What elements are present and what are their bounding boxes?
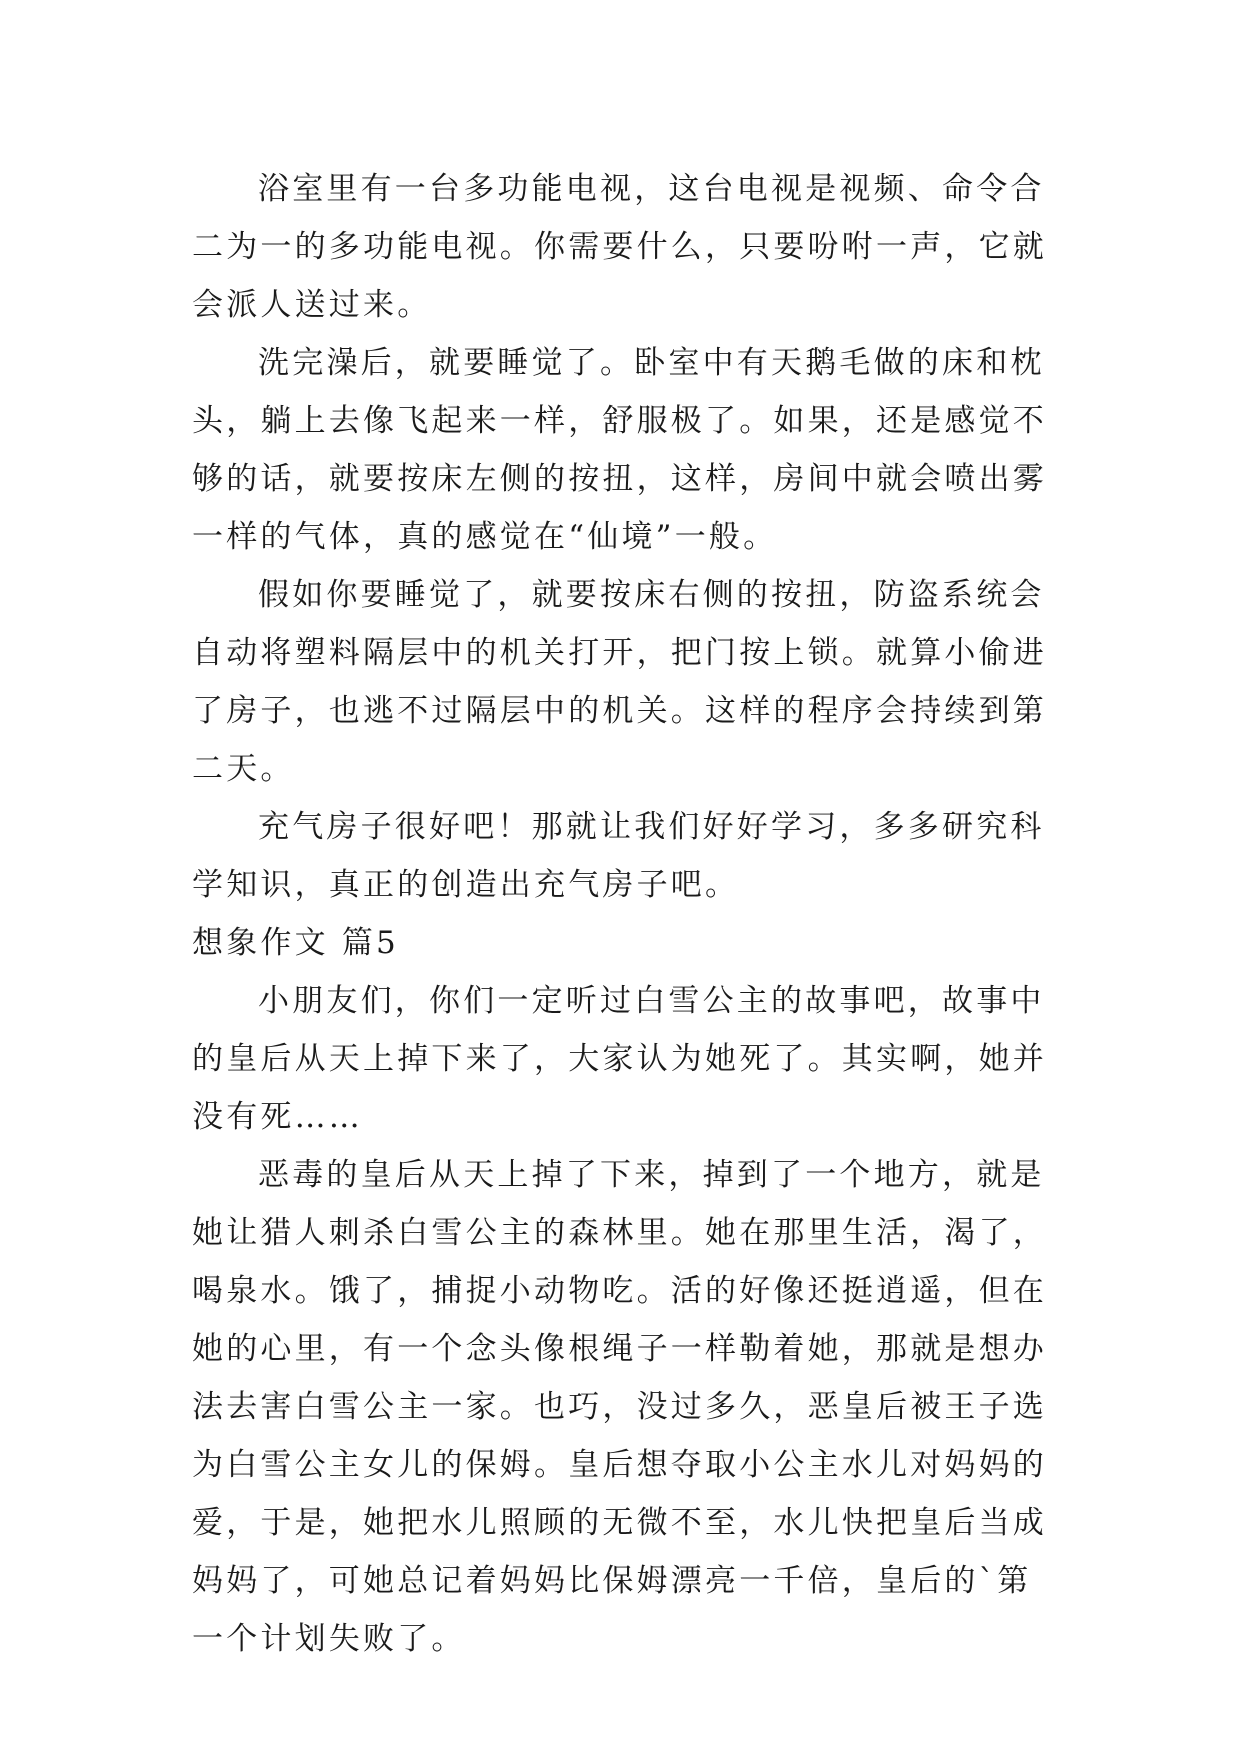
paragraph-conclusion: 充气房子很好吧！那就让我们好好学习，多多研究科学知识，真正的创造出充气房子吧。 xyxy=(192,809,1045,903)
paragraph-security-system: 假如你要睡觉了，就要按床右侧的按扭，防盗系统会自动将塑料隔层中的机关打开，把门按上锁。就算小偷进了房子，也逃不过隔层中的机关。这样的程序会持续到第二天。 xyxy=(192,577,1047,787)
document-body xyxy=(192,160,1062,1668)
section-heading: 想象作文 篇5 xyxy=(192,925,399,961)
paragraph-bedroom: 洗完澡后，就要睡觉了。卧室中有天鹅毛做的床和枕头，躺上去像飞起来一样，舒服极了。如果，还是感觉不够的话，就要按床左侧的按扭，这样，房间中就会喷出雾一样的气体，真的感觉在“仙境”一般。 xyxy=(192,345,1047,555)
paragraph-bathroom-tv: 浴室里有一台多功能电视，这台电视是视频、命令合二为一的多功能电视。你需要什么，只要吩咐一声，它就会派人送过来。 xyxy=(192,171,1047,323)
paragraph-snow-white-intro: 小朋友们，你们一定听过白雪公主的故事吧，故事中的皇后从天上掉下来了，大家认为她死了。其实啊，她并没有死…… xyxy=(192,983,1047,1135)
paragraph-evil-queen: 恶毒的皇后从天上掉了下来，掉到了一个地方，就是她让猎人刺杀白雪公主的森林里。她在那里生活，渴了，喝泉水。饿了，捕捉小动物吃。活的好像还挺逍遥，但在她的心里，有一个念头像根绳子一样勒着她，那就是想办法去害白雪公主一家。也巧，没过多久，恶皇后被王子选为白雪公主女儿的保姆。皇后想夺取小公主水儿对妈妈的爱，于是，她把水儿照顾的无微不至，水儿快把皇后当成妈妈了，可她总记着妈妈比保姆漂亮一千倍，皇后的`第一个计划失败了。 xyxy=(192,1157,1047,1657)
